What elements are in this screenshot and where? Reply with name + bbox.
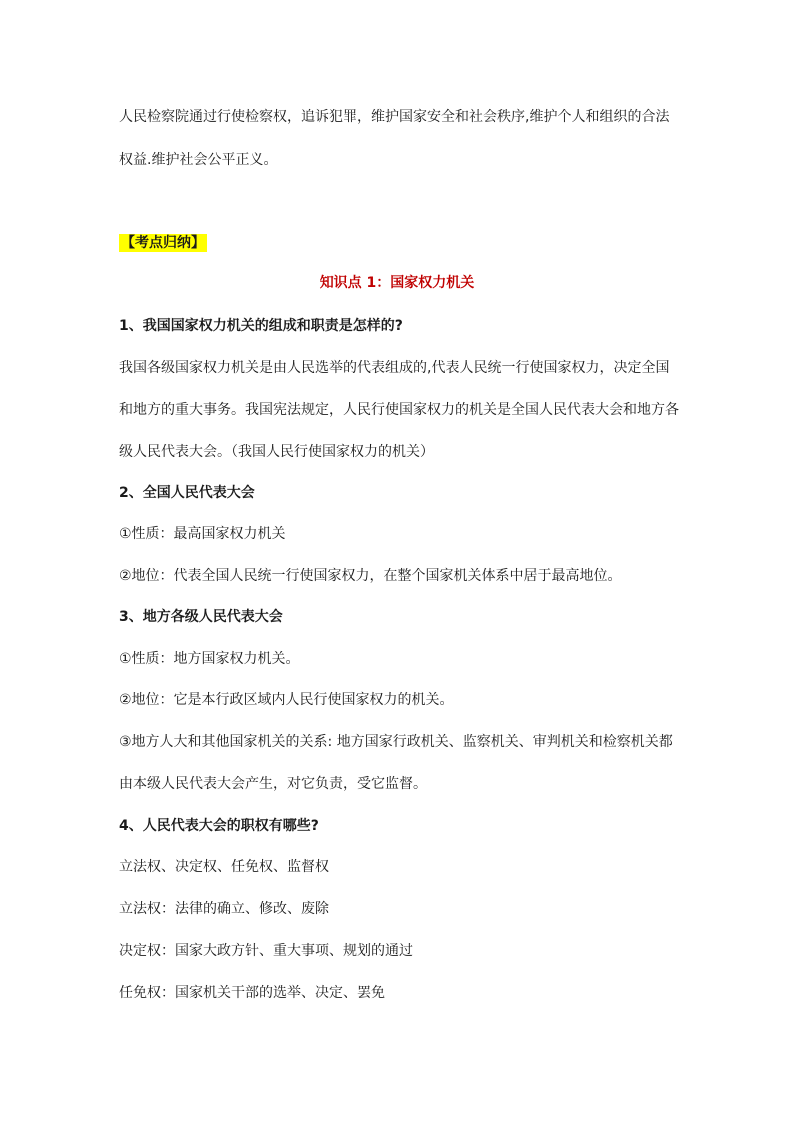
question-1-paragraph-line-3: 级人民代表大会。（我国人民行使国家权力的机关）	[119, 444, 434, 460]
question-3-status: ②地位：它是本行政区域内人民行使国家权力的机关。	[119, 692, 454, 708]
question-4-appointment-power: 任免权：国家机关干部的选举、决定、罢免	[119, 985, 385, 1001]
question-1-paragraph-line-1: 我国各级国家权力机关是由人民选举的代表组成的,代表人民统一行使国家权力，决定全国	[119, 360, 670, 376]
question-3-nature: ①性质：地方国家权力机关。	[119, 651, 300, 667]
key-points-tag-wrapper	[119, 233, 207, 253]
question-3-heading: 3、地方各级人民代表大会	[119, 609, 283, 625]
intro-paragraph-line-1: 人民检察院通过行使检察权，追诉犯罪，维护国家安全和社会秩序,维护个人和组织的合法	[119, 109, 670, 125]
question-2-heading: 2、全国人民代表大会	[119, 485, 255, 501]
question-4-decision-power: 决定权：国家大政方针、重大事项、规划的通过	[119, 943, 413, 959]
question-1-heading: 1、我国国家权力机关的组成和职责是怎样的?	[119, 318, 403, 334]
question-1-paragraph-line-2: 和地方的重大事务。我国宪法规定，人民行使国家权力的机关是全国人民代表大会和地方各	[119, 402, 679, 418]
intro-paragraph-line-2: 权益.维护社会公平正义。	[119, 152, 278, 168]
question-3-relation-line-2: 由本级人民代表大会产生，对它负责，受它监督。	[119, 776, 427, 792]
section-title: 知识点 1：国家权力机关	[319, 275, 475, 291]
question-4-powers-list: 立法权、决定权、任免权、监督权	[119, 859, 329, 875]
question-2-nature: ①性质：最高国家权力机关	[119, 526, 286, 542]
question-4-legislative-power: 立法权：法律的确立、修改、废除	[119, 901, 329, 917]
key-points-tag: 【考点归纳】	[121, 235, 205, 251]
question-4-heading: 4、人民代表大会的职权有哪些?	[119, 818, 319, 834]
question-2-status: ②地位：代表全国人民统一行使国家权力，在整个国家机关体系中居于最高地位。	[119, 568, 622, 584]
question-3-relation-line-1: ③地方人大和其他国家机关的关系: 地方国家行政机关、监察机关、审判机关和检察机关都	[119, 734, 673, 750]
